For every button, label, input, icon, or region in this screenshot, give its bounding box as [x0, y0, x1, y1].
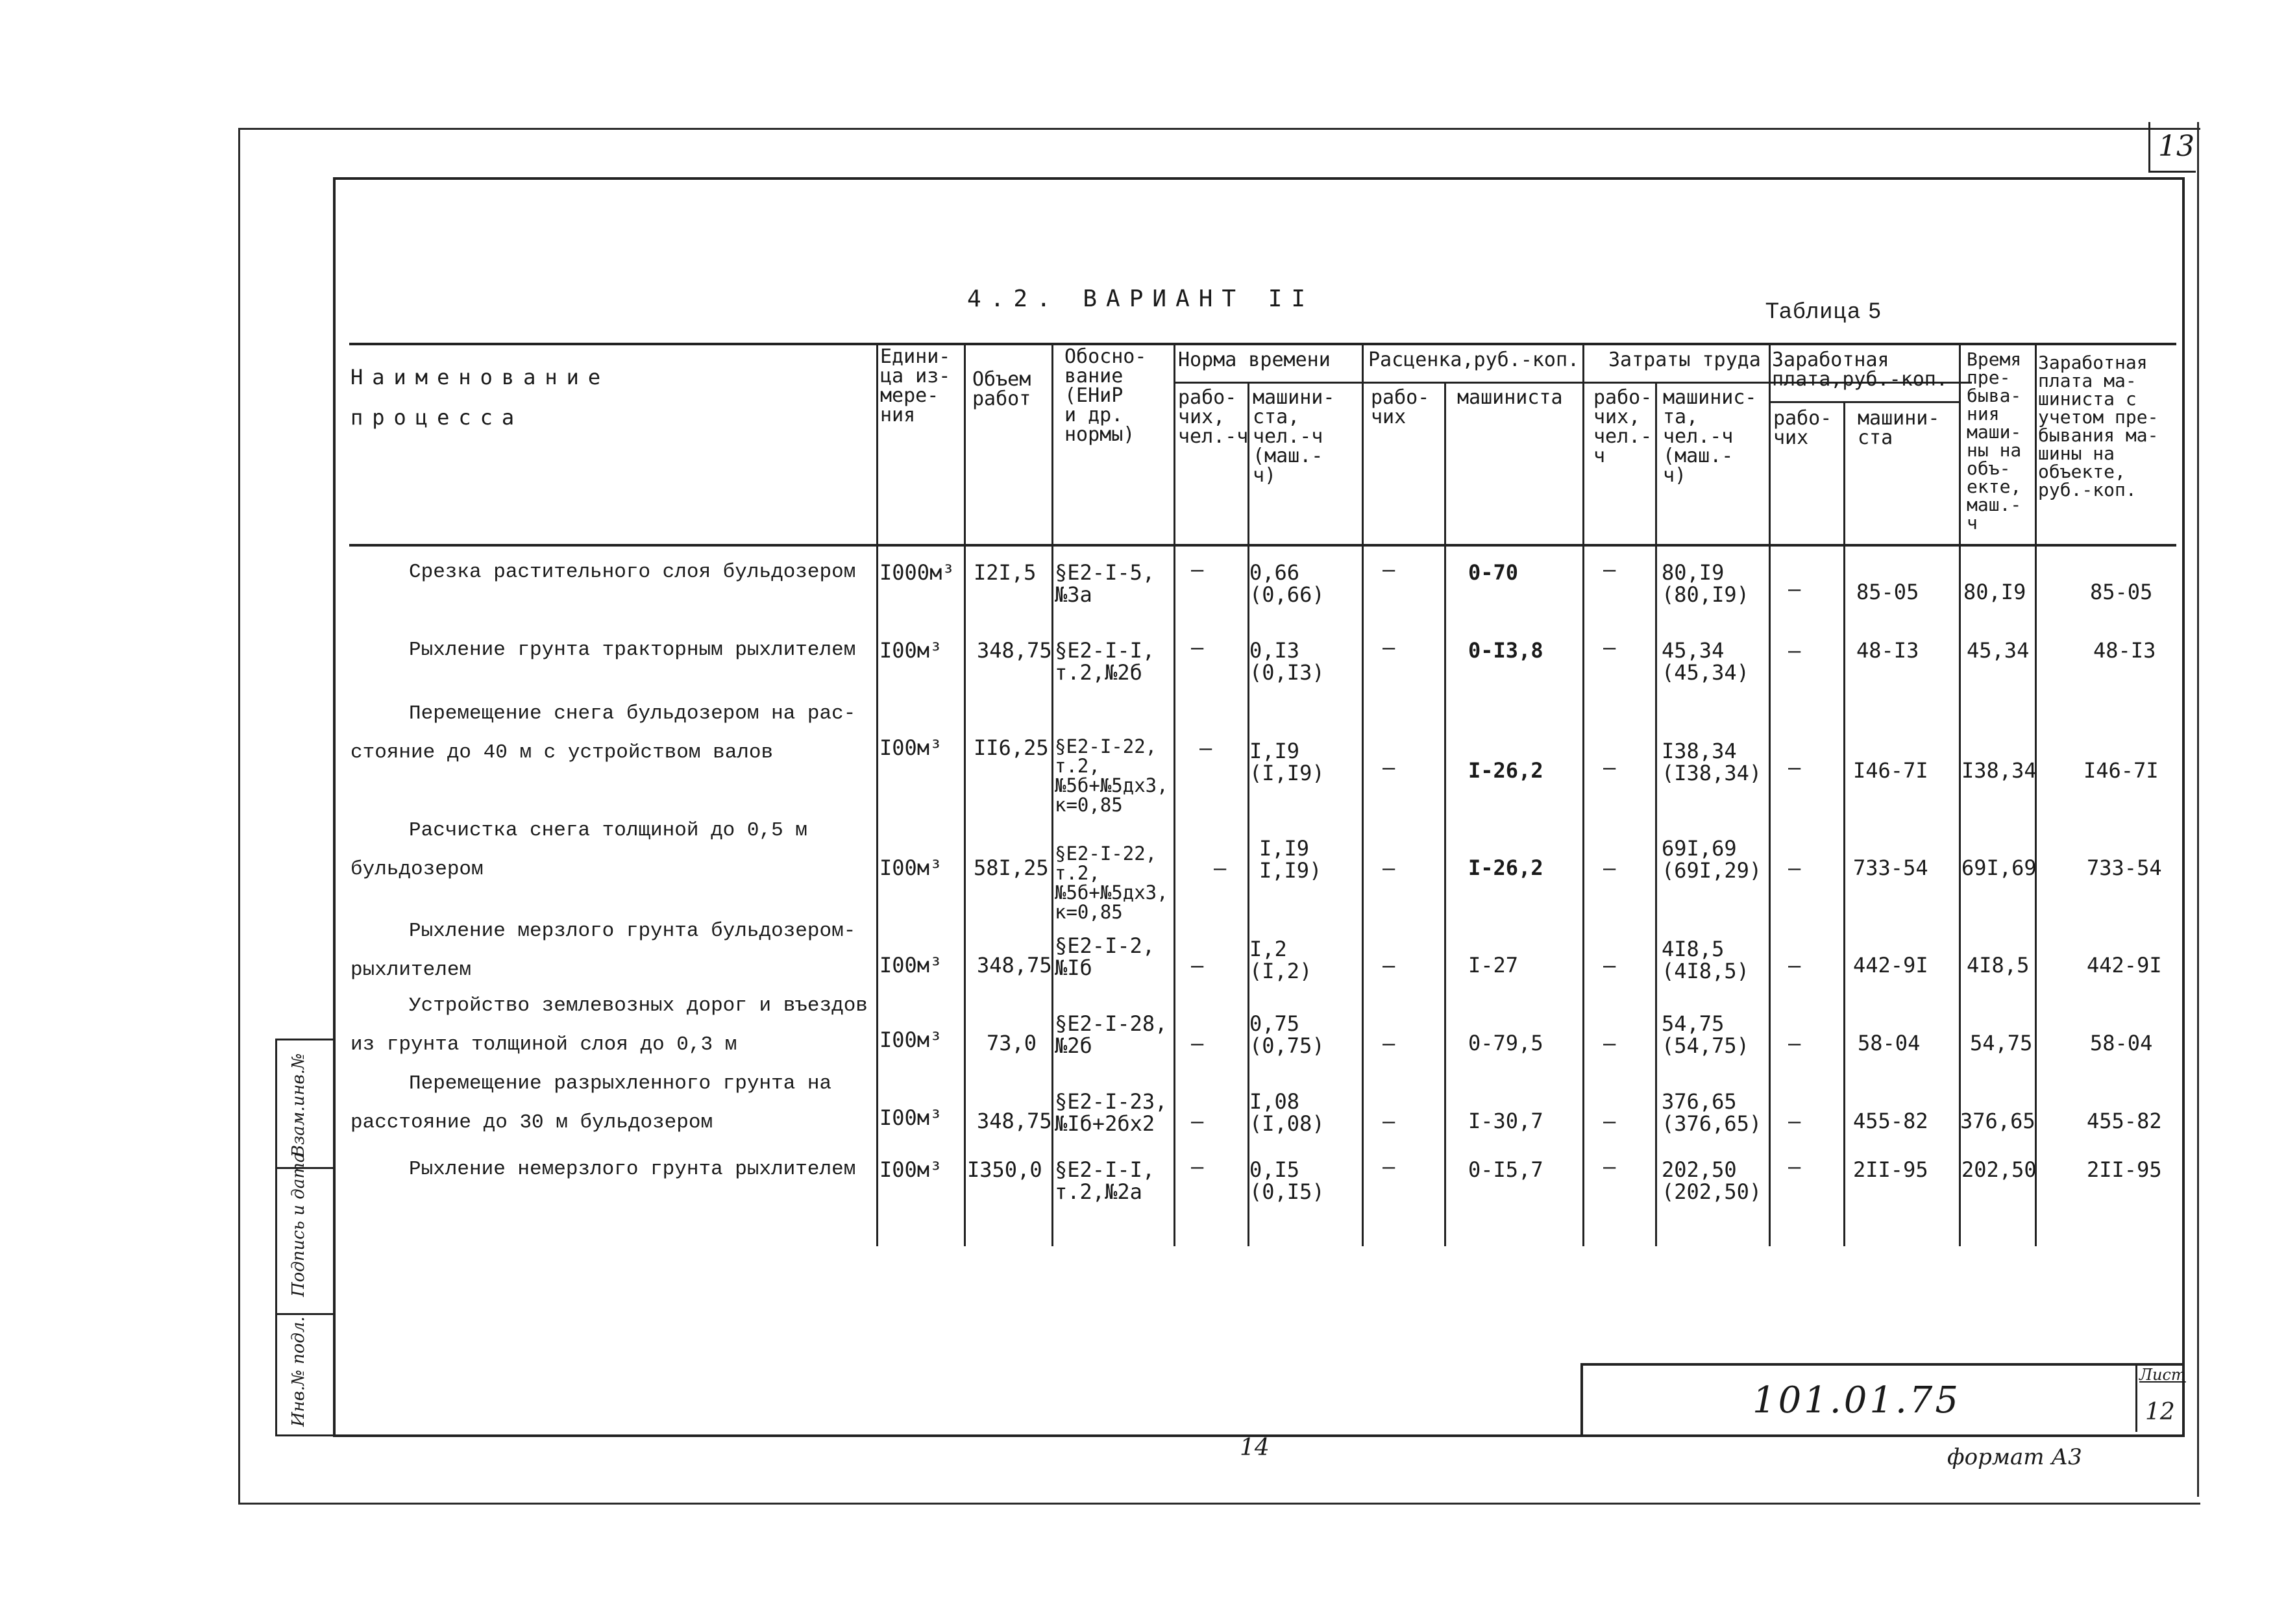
- table-row-2-time-workers: –: [1191, 635, 1204, 659]
- table-row-8-name: Рыхление немерзлого грунта рыхлителем: [409, 1158, 856, 1181]
- stamp-signature-date: Подпись и дата: [289, 1152, 308, 1297]
- table-row-7-wage-operator: 455-82: [1853, 1109, 1928, 1133]
- table-row-2-unit: I00м³: [879, 638, 942, 663]
- table-row-6-time-workers: –: [1191, 1031, 1204, 1055]
- table-row-1-basis: §Е2-I-5, №3а: [1055, 560, 1155, 607]
- table-row-1-unit: I000м³: [879, 560, 955, 585]
- table-row-5-time-operator: I,2 (I,2): [1249, 937, 1312, 983]
- table-row-4-unit: I00м³: [879, 855, 942, 880]
- table-row-1-labor-workers: –: [1603, 557, 1616, 582]
- header-basis: Обосно- вание (ЕНиР и др. нормы): [1064, 345, 1147, 446]
- table-row-2-rate-workers: –: [1383, 635, 1395, 659]
- table-row-8-wage-operator: 2II-95: [1853, 1157, 1928, 1182]
- table-row-7-wage-workers: –: [1788, 1109, 1801, 1133]
- stamp-inv-original: Инв.№ подл.: [289, 1316, 308, 1427]
- format-label: формат А3: [1947, 1444, 2082, 1470]
- header-process-name: Наименование процесса: [350, 365, 610, 430]
- table-row-2-machine-time: 45,34: [1967, 638, 2030, 663]
- table-row-3-labor-workers: –: [1603, 755, 1616, 780]
- table-row-6-basis: §Е2-I-28, №2б: [1055, 1011, 1168, 1058]
- table-row-3-wage-operator: I46-7I: [1853, 758, 1928, 783]
- table-row-5-volume: 348,75: [977, 953, 1052, 978]
- header-time-norm-operator: машини- ста, чел.-ч (маш.- ч): [1253, 386, 1335, 487]
- table-row-3-unit: I00м³: [879, 735, 942, 760]
- table-row-7-volume: 348,75: [977, 1109, 1052, 1133]
- table-row-4-rate-operator: I-26,2: [1468, 855, 1543, 880]
- table-row-5-wage-operator: 442-9I: [1853, 953, 1928, 978]
- page-number: 13: [2158, 130, 2194, 163]
- table-row-7-unit: I00м³: [879, 1105, 942, 1130]
- table-row-8-basis: §Е2-I-I, т.2,№2а: [1055, 1157, 1155, 1204]
- table-row-5-machine-time: 4I8,5: [1967, 953, 2030, 978]
- table-row-1-volume: I2I,5: [974, 560, 1037, 585]
- table-row-2-volume: 348,75: [977, 638, 1052, 663]
- header-operator-pay: Заработная плата ма- шиниста с учетом пре- бывания ма- шины на объекте, руб.-коп.: [2038, 352, 2159, 500]
- table-row-1-wage-operator: 85-05: [1856, 580, 1919, 604]
- table-row-4-basis: §Е2-I-22, т.2, №5б+№5дх3, к=0,85: [1055, 843, 1168, 923]
- table-row-4-wage-workers: –: [1788, 855, 1801, 880]
- table-row-8-machine-time: 202,50: [1961, 1157, 2037, 1182]
- table-row-8-operator-pay: 2II-95: [2087, 1157, 2162, 1182]
- table-row-8-labor-workers: –: [1603, 1154, 1616, 1179]
- table-row-6-labor-operator: 54,75 (54,75): [1662, 1011, 1749, 1058]
- table-row-3-volume: II6,25: [974, 735, 1049, 760]
- table-row-1-labor-operator: 80,I9 (80,I9): [1662, 560, 1749, 607]
- table-row-3-wage-workers: –: [1788, 755, 1801, 780]
- table-row-6-volume: 73,0: [987, 1031, 1037, 1055]
- table-row-7-name: Перемещение разрыхленного грунта на расстояние до 30 м бульдозером: [350, 1072, 832, 1134]
- header-rate: Расценка,руб.-коп.: [1368, 349, 1580, 371]
- table-row-4-time-operator: I,I9 I,I9): [1259, 836, 1322, 883]
- table-row-6-rate-workers: –: [1383, 1031, 1395, 1055]
- header-time-norm: Норма времени: [1178, 349, 1331, 371]
- table-row-6-operator-pay: 58-04: [2090, 1031, 2153, 1055]
- table-row-2-wage-operator: 48-I3: [1856, 638, 1919, 663]
- table-row-1-time-operator: 0,66 (0,66): [1249, 560, 1325, 607]
- table-row-3-name: Перемещение снега бульдозером на рас- стояние до 40 м с устройством валов: [350, 702, 856, 764]
- header-rate-operator: машиниста: [1457, 386, 1563, 409]
- table-row-6-time-operator: 0,75 (0,75): [1249, 1011, 1325, 1058]
- header-volume: Объем работ: [972, 368, 1031, 410]
- table-row-8-rate-workers: –: [1383, 1154, 1395, 1179]
- table-row-3-basis: §Е2-I-22, т.2, №5б+№5дх3, к=0,85: [1055, 735, 1168, 816]
- table-row-7-labor-operator: 376,65 (376,65): [1662, 1089, 1762, 1136]
- table-row-5-time-workers: –: [1191, 953, 1204, 978]
- table-row-1-operator-pay: 85-05: [2090, 580, 2153, 604]
- table-row-2-name: Рыхление грунта тракторным рыхлителем: [409, 639, 856, 661]
- table-row-1-name: Срезка растительного слоя бульдозером: [409, 561, 856, 584]
- table-row-5-operator-pay: 442-9I: [2087, 953, 2162, 978]
- bottom-page-number: 14: [1240, 1434, 1270, 1461]
- table-row-3-labor-operator: I38,34 (I38,34): [1662, 739, 1762, 785]
- header-time-norm-workers: рабо- чих, чел.-ч: [1178, 386, 1249, 448]
- table-row-4-machine-time: 69I,69: [1961, 855, 2037, 880]
- table-row-3-rate-workers: –: [1383, 755, 1395, 780]
- table-row-4-labor-operator: 69I,69 (69I,29): [1662, 836, 1762, 883]
- table-row-7-labor-workers: –: [1603, 1109, 1616, 1133]
- table-row-5-wage-workers: –: [1788, 953, 1801, 978]
- header-wage: Заработная плата,руб.-коп.: [1772, 349, 1948, 391]
- table-row-1-rate-operator: 0-70: [1468, 560, 1519, 585]
- table-row-8-rate-operator: 0-I5,7: [1468, 1157, 1543, 1182]
- table-row-5-rate-operator: I-27: [1468, 953, 1519, 978]
- table-row-7-time-operator: I,08 (I,08): [1249, 1089, 1325, 1136]
- document-code: 101.01.75: [1752, 1379, 1961, 1421]
- table-row-4-time-workers: –: [1214, 855, 1227, 880]
- table-row-2-labor-operator: 45,34 (45,34): [1662, 638, 1749, 685]
- section-title: 4.2. ВАРИАНТ II: [967, 286, 1315, 312]
- table-row-7-time-workers: –: [1191, 1109, 1204, 1133]
- table-row-8-time-workers: –: [1191, 1154, 1204, 1179]
- outer-frame-right: [2197, 122, 2199, 1497]
- table-row-5-unit: I00м³: [879, 953, 942, 978]
- table-row-1-wage-workers: –: [1788, 576, 1801, 601]
- table-row-2-wage-workers: –: [1788, 638, 1801, 663]
- table-row-6-name: Устройство землевозных дорог и въездов из грунта толщиной слоя до 0,3 м: [350, 994, 868, 1056]
- table-row-4-labor-workers: –: [1603, 855, 1616, 880]
- sheet-number: 12: [2145, 1399, 2175, 1425]
- table-row-4-wage-operator: 733-54: [1853, 855, 1928, 880]
- table-row-5-basis: §Е2-I-2, №Iб: [1055, 933, 1155, 980]
- table-row-2-operator-pay: 48-I3: [2093, 638, 2156, 663]
- header-wage-workers: рабо- чих: [1773, 407, 1832, 449]
- header-wage-operator: машини- ста: [1858, 407, 1940, 449]
- table-row-5-rate-workers: –: [1383, 953, 1395, 978]
- table-row-6-machine-time: 54,75: [1970, 1031, 2033, 1055]
- table-row-8-labor-operator: 202,50 (202,50): [1662, 1157, 1762, 1204]
- table-row-1-rate-workers: –: [1383, 557, 1395, 582]
- header-labor-workers: рабо- чих, чел.- ч: [1593, 386, 1653, 467]
- table-row-1-machine-time: 80,I9: [1963, 580, 2026, 604]
- table-row-4-operator-pay: 733-54: [2087, 855, 2162, 880]
- table-row-8-wage-workers: –: [1788, 1154, 1801, 1179]
- table-row-3-time-workers: –: [1199, 735, 1212, 760]
- table-row-5-name: Рыхление мерзлого грунта бульдозером- рыхлителем: [350, 920, 856, 981]
- table-label: Таблица 5: [1765, 299, 1882, 323]
- table-row-1-time-workers: –: [1191, 557, 1204, 582]
- table-row-8-unit: I00м³: [879, 1157, 942, 1182]
- table-row-4-name: Расчистка снега толщиной до 0,5 м бульдозером: [350, 819, 807, 881]
- header-unit: Едини- ца из- мере- ния: [880, 345, 951, 426]
- table-row-4-volume: 58I,25: [974, 855, 1049, 880]
- header-labor-operator: машинис- та, чел.-ч (маш.- ч): [1663, 386, 1757, 487]
- table-row-2-labor-workers: –: [1603, 635, 1616, 659]
- header-labor: Затраты труда: [1608, 349, 1761, 371]
- table-row-7-rate-workers: –: [1383, 1109, 1395, 1133]
- table-row-6-wage-operator: 58-04: [1858, 1031, 1921, 1055]
- table-row-6-unit: I00м³: [879, 1027, 942, 1052]
- table-row-7-operator-pay: 455-82: [2087, 1109, 2162, 1133]
- binding-stamp: [275, 1039, 335, 1436]
- table-row-2-rate-operator: 0-I3,8: [1468, 638, 1543, 663]
- table-row-7-rate-operator: I-30,7: [1468, 1109, 1543, 1133]
- header-rate-workers: рабо- чих: [1371, 386, 1430, 428]
- stamp-replaces-inv: Взам.инв.№: [289, 1053, 308, 1157]
- table-row-2-basis: §Е2-I-I, т.2,№2б: [1055, 638, 1155, 685]
- table-row-8-time-operator: 0,I5 (0,I5): [1249, 1157, 1325, 1204]
- sheet-label: Лист: [2139, 1366, 2186, 1384]
- header-machine-time: Время пре- быва- ния маши- ны на объ- екте, маш.- ч: [1967, 349, 2022, 534]
- table-row-7-machine-time: 376,65: [1960, 1109, 2035, 1133]
- table-row-5-labor-operator: 4I8,5 (4I8,5): [1662, 937, 1749, 983]
- table-row-3-time-operator: I,I9 (I,I9): [1249, 739, 1325, 785]
- table-row-7-basis: §Е2-I-23, №Iб+2бх2: [1055, 1089, 1168, 1136]
- table-row-8-volume: I350,0: [967, 1157, 1042, 1182]
- table-row-2-time-operator: 0,I3 (0,I3): [1249, 638, 1325, 685]
- table-row-6-labor-workers: –: [1603, 1031, 1616, 1055]
- table-row-3-rate-operator: I-26,2: [1468, 758, 1543, 783]
- table-row-3-machine-time: I38,34: [1961, 758, 2037, 783]
- table-row-4-rate-workers: –: [1383, 855, 1395, 880]
- table-row-3-operator-pay: I46-7I: [2083, 758, 2159, 783]
- table-row-6-wage-workers: –: [1788, 1031, 1801, 1055]
- table-row-6-rate-operator: 0-79,5: [1468, 1031, 1543, 1055]
- table-row-5-labor-workers: –: [1603, 953, 1616, 978]
